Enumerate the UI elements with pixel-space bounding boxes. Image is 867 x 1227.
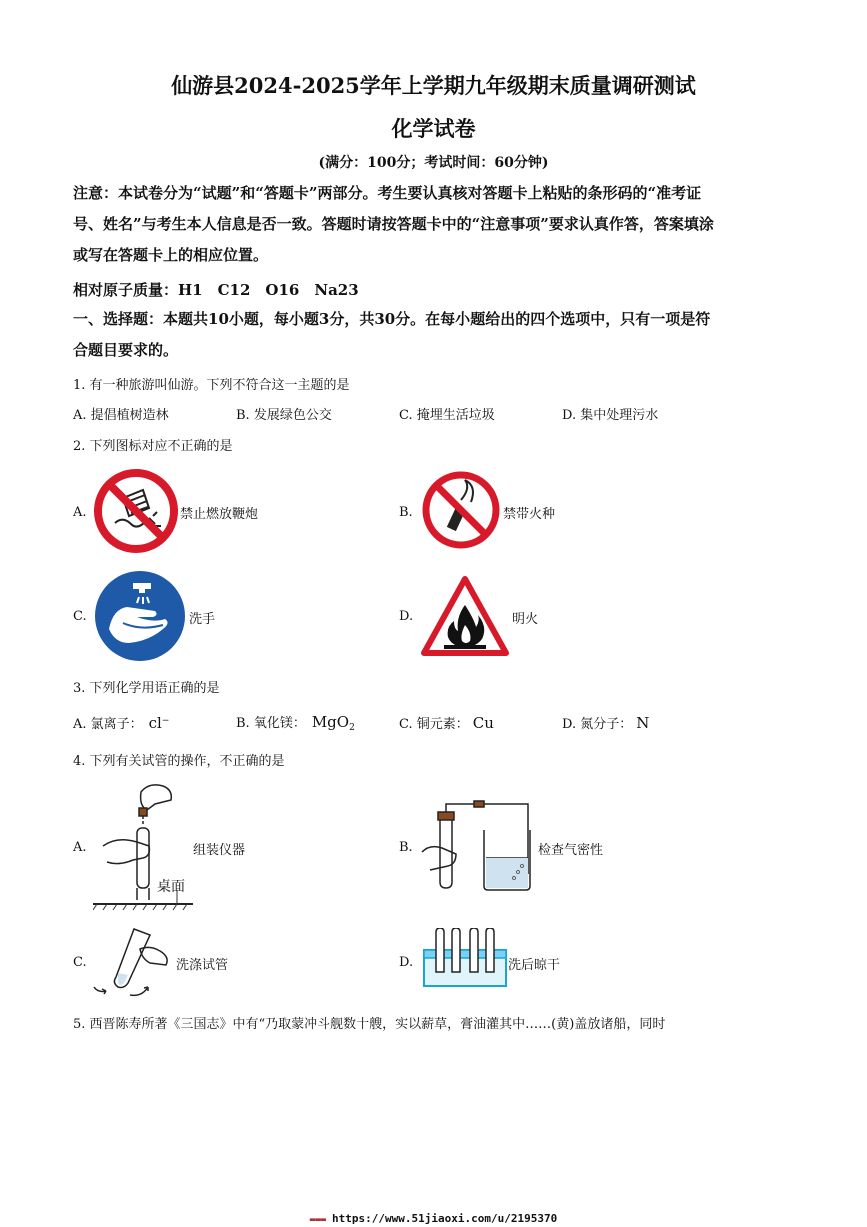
q2-option-a-letter: A. (73, 505, 87, 520)
q3-option-a-formula: cl (148, 714, 162, 732)
q2-option-b-letter: B. (399, 505, 413, 520)
footer-mark: ▬▬▬ (309, 1215, 327, 1225)
q2-option-c-letter: C. (73, 609, 87, 624)
q4-option-b-label: 检查气密性 (538, 843, 604, 858)
footer-url[interactable]: https://www.51jiaoxi.com/u/2195370 (332, 1212, 558, 1225)
q3-option-d (562, 713, 649, 732)
q4-option-c-label: 洗涤试管 (176, 958, 229, 973)
q3-option-a-charge: − (161, 716, 170, 726)
wash-test-tube-illustration (90, 925, 178, 997)
page-title: 仙游县2024-2025学年上学期九年级期末质量调研测试 (171, 73, 696, 98)
question-3-stem: 3. 下列化学用语正确的是 (73, 681, 220, 696)
section-heading: 一、选择题：本题共10小题，每小题3分，共30分。在每小题给出的四个选项中，只有一项是符合题目要求的。 (73, 310, 711, 359)
q3-option-b (236, 712, 355, 733)
q3-option-a-label: A. 氯离子： (73, 717, 143, 732)
q3-option-b-formula: MgO (311, 713, 350, 731)
q3-option-d-label: D. 氮分子： (562, 717, 633, 732)
q2-option-b-label: 禁带火种 (503, 507, 556, 522)
footer-link[interactable] (0, 1212, 867, 1225)
wash-hands-icon (93, 569, 187, 663)
no-fire-source-icon (421, 470, 501, 550)
q4-option-a-label: 组装仪器 (193, 843, 246, 858)
q2-option-d-letter: D. (399, 609, 414, 624)
question-1-stem: 1. 有一种旅游叫仙游。下列不符合这一主题的是 (73, 378, 350, 393)
q4-option-a-letter: A. (73, 840, 87, 855)
q2-option-c-label: 洗手 (189, 612, 216, 627)
q1-option-b: B. 发展绿色公交 (236, 408, 332, 423)
q1-option-d: D. 集中处理污水 (562, 408, 659, 423)
question-2-stem: 2. 下列图标对应不正确的是 (73, 439, 233, 454)
exam-info: (满分：100分；考试时间：60分钟) (318, 155, 549, 171)
question-4-stem: 4. 下列有关试管的操作，不正确的是 (73, 754, 285, 769)
page-subtitle: 化学试卷 (391, 116, 476, 141)
q1-option-c: C. 掩埋生活垃圾 (399, 408, 495, 423)
drying-rack-illustration (420, 928, 510, 992)
q4-option-b-letter: B. (399, 840, 413, 855)
q3-option-b-subscript: 2 (349, 723, 355, 733)
q2-option-d-label: 明火 (512, 612, 539, 627)
q4-option-c-letter: C. (73, 955, 87, 970)
q3-option-b-label: B. 氧化镁： (236, 716, 306, 731)
q3-option-d-formula: N (636, 714, 650, 732)
atomic-mass: 相对原子质量：H1 C12 O16 Na23 (73, 281, 359, 299)
q1-option-a: A. 提倡植树造林 (73, 408, 169, 423)
q3-option-c-label: C. 铜元素： (399, 717, 469, 732)
question-5-stem: 5. 西晋陈寿所著《三国志》中有“乃取蒙冲斗舰数十艘，实以薪草，膏油灌其中……(黄)盖放诸船，同时 (73, 1017, 666, 1032)
q4-desk-label: 桌面 (157, 879, 185, 895)
no-firecrackers-icon (93, 468, 179, 554)
q3-option-c (399, 713, 494, 732)
q3-option-a (73, 713, 169, 732)
open-flame-warning-icon (420, 575, 510, 657)
q4-option-d-letter: D. (399, 955, 414, 970)
q2-option-a-label: 禁止燃放鞭炮 (180, 507, 259, 522)
airtightness-check-illustration (418, 800, 536, 892)
q3-option-c-formula: Cu (472, 714, 494, 732)
notice-paragraph: 注意：本试卷分为“试题”和“答题卡”两部分。考生要认真核对答题卡上粘贴的条形码的“准考证号、姓名”与考生本人信息是否一致。答题时请按答题卡中的“注意事项”要求认真作答，答案填涂或写在答题卡上的相应位置。 (73, 184, 714, 264)
q4-option-d-label: 洗后晾干 (508, 958, 561, 973)
